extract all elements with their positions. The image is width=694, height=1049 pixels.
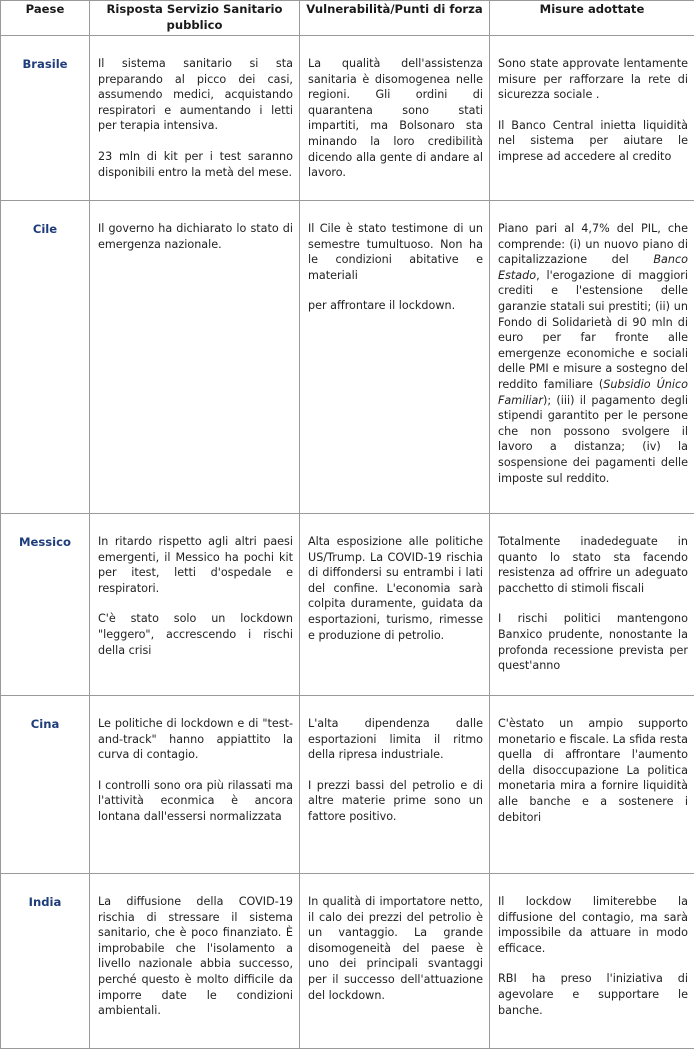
vulnerability-cell bbox=[300, 696, 490, 874]
table-row-messico bbox=[1, 514, 694, 696]
health-response-cell bbox=[90, 874, 300, 1049]
paragraph: Totalmente inadedeguate in quanto lo stato sta facendo resistenza ad offrire un adeguato pacchetto di stimoli fiscali bbox=[498, 534, 688, 596]
italic-text: Banco Estado bbox=[498, 253, 688, 282]
text-span: , l'erogazione di maggiori crediti e l'estensione delle garanzie statali sui prestiti; (ii) un Fondo di Solidarietà di 90 mln di euro per far fronte alle emergenze economiche e sociali delle PMI e misure a sostegno del reddito familiare ( bbox=[498, 269, 688, 391]
paragraph: Il Banco Central inietta liquidità nel sistema per aiutare le imprese ad accedere al credito bbox=[498, 118, 688, 165]
header-row bbox=[1, 1, 694, 36]
country-cell: Cina bbox=[1, 696, 90, 874]
paragraph: 23 mln di kit per i test saranno disponibili entro la metà del mese. bbox=[98, 149, 293, 180]
text-span: ); (iii) il pagamento degli stipendi garantito per le persone che non possono svolgere il lavoro a distanza; (iv) la sospensione dei pagamenti delle imposte sul reddito. bbox=[498, 394, 688, 485]
vulnerability-cell bbox=[300, 874, 490, 1049]
measures-cell bbox=[490, 514, 694, 696]
paragraph: C'èstato un ampio supporto monetario e fiscale. La sfida resta quella di affrontare l'aumento della disoccupazione La politica monetaria mira a fornire liquidità alle banche e a sostenere i debitori bbox=[498, 716, 688, 825]
measures-cell bbox=[490, 874, 694, 1049]
paragraph: Alta esposizione alle politiche US/Trump. La COVID-19 rischia di diffondersi su entrambi i lati del confine. L'economia sarà colpita duramente, guidata da esportazioni, turismo, rimesse e produzione di petrolio. bbox=[308, 534, 483, 643]
paragraph: Il governo ha dichiarato lo stato di emergenza nazionale. bbox=[98, 221, 293, 252]
paragraph: I prezzi bassi del petrolio e di altre materie prime sono un fattore positivo. bbox=[308, 778, 483, 825]
vulnerability-cell bbox=[300, 36, 490, 201]
paragraph: per affrontare il lockdown. bbox=[308, 298, 483, 314]
table-row-india bbox=[1, 874, 694, 1049]
paragraph bbox=[498, 221, 688, 486]
health-response-cell bbox=[90, 201, 300, 514]
italic-text: Subsidio Único Familiar bbox=[498, 378, 688, 407]
header-measures: Misure adottate bbox=[490, 1, 694, 36]
health-response-cell bbox=[90, 514, 300, 696]
table-row-brasile bbox=[1, 36, 694, 201]
health-response-cell bbox=[90, 36, 300, 201]
paragraph: I rischi politici mantengono Banxico prudente, nonostante la profonda recessione prevista per quest'anno bbox=[498, 611, 688, 673]
table-row-cina bbox=[1, 696, 694, 874]
table-row-cile bbox=[1, 201, 694, 514]
vulnerability-cell bbox=[300, 201, 490, 514]
measures-cell bbox=[490, 36, 694, 201]
country-cell: Cile bbox=[1, 201, 90, 514]
paragraph: La qualità dell'assistenza sanitaria è disomogenea nelle regioni. Gli ordini di quarantena sono stati impartiti, ma Bolsonaro sta minando la loro credibilità dicendo alla gente di andare al lavoro. bbox=[308, 56, 483, 181]
paragraph: I controlli sono ora più rilassati ma l'attività econmica è ancora lontana dall'essersi normalizzata bbox=[98, 778, 293, 825]
paragraph: Il sistema sanitario si sta preparando al picco dei casi, assumendo medici, acquistando respiratori e aumentando i letti per terapia intensiva. bbox=[98, 56, 293, 134]
paragraph: In qualità di importatore netto, il calo dei prezzi del petrolio è un vantaggio. La grande disomogeneità del paese è uno dei principali svantaggi per il successo dell'attuazione del lockdown. bbox=[308, 894, 483, 1003]
health-response-cell bbox=[90, 696, 300, 874]
text-span: Piano pari al 4,7% del PIL, che comprende: (i) un nuovo piano di capitalizzazione del bbox=[498, 222, 688, 266]
country-cell: India bbox=[1, 874, 90, 1049]
country-cell: Messico bbox=[1, 514, 90, 696]
paragraph: La diffusione della COVID-19 rischia di stressare il sistema sanitario, che è poco finanziato. È improbabile che l'isolamento a livello nazionale abbia successo, perché questo è molto difficile da imporre date le condizioni ambientali. bbox=[98, 894, 293, 1019]
paragraph: Le politiche di lockdown e di "test-and-track" hanno appiattito la curva di contagio. bbox=[98, 716, 293, 763]
paragraph: Il lockdow limiterebbe la diffusione del contagio, ma sarà impossibile da attuare in modo efficace. bbox=[498, 894, 688, 956]
paragraph: Il Cile è stato testimone di un semestre tumultuoso. Non ha le condizioni abitative e materiali bbox=[308, 221, 483, 283]
header-health-response: Risposta Servizio Sanitario pubblico bbox=[90, 1, 300, 36]
paragraph: L'alta dipendenza dalle esportazioni limita il ritmo della ripresa industriale. bbox=[308, 716, 483, 763]
vulnerability-cell bbox=[300, 514, 490, 696]
paragraph: RBI ha preso l'iniziativa di agevolare e supportare le banche. bbox=[498, 971, 688, 1018]
paragraph: In ritardo rispetto agli altri paesi emergenti, il Messico ha pochi kit per itest, letti d'ospedale e respiratori. bbox=[98, 534, 293, 596]
measures-cell bbox=[490, 696, 694, 874]
header-country: Paese bbox=[1, 1, 90, 36]
header-vulnerability: Vulnerabilità/Punti di forza bbox=[300, 1, 490, 36]
paragraph: C'è stato solo un lockdown "leggero", accrescendo i rischi della crisi bbox=[98, 611, 293, 658]
country-cell: Brasile bbox=[1, 36, 90, 201]
measures-cell bbox=[490, 201, 694, 514]
paragraph: Sono state approvate lentamente misure per rafforzare la rete di sicurezza sociale . bbox=[498, 56, 688, 103]
